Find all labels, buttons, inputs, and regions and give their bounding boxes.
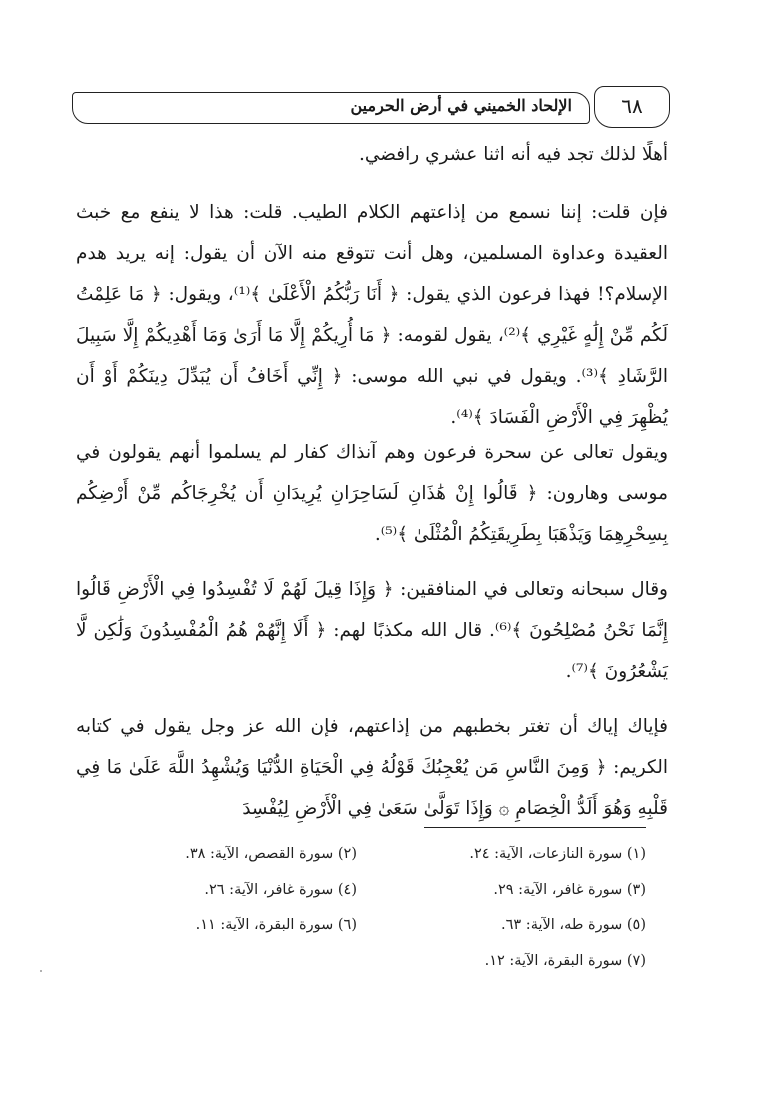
footnote-7: (٧) سورة البقرة، الآية: ١٢. — [484, 953, 646, 969]
footnote-1: (١) سورة النازعات، الآية: ٢٤. — [469, 846, 646, 862]
header-title: الإلحاد الخميني في أرض الحرمين — [350, 96, 572, 115]
running-header — [72, 92, 670, 128]
footnote-3: (٣) سورة غافر، الآية: ٢٩. — [493, 882, 646, 898]
page-number-box — [594, 86, 670, 128]
scan-speck — [40, 970, 42, 972]
footnote-separator — [424, 827, 646, 828]
paragraph-1: أهلًا لذلك تجد فيه أنه اثنا عشري رافضي. — [358, 144, 668, 165]
footnote-2: (٢) سورة القصص، الآية: ٣٨. — [185, 846, 357, 862]
paragraph-5: فإياك إياك أن تغتر بخطبهم من إذاعتهم، فإن الله عز وجل يقول في كتابه الكريم: ﴿ وَمِنَ النَّاسِ مَن يُعْجِبُكَ قَوْلُهُ فِي الْحَيَاةِ الدُّنْيَا وَيُشْهِدُ اللَّهَ عَلَىٰ مَا فِي قَلْبِهِ وَهُوَ أَلَدُّ الْخِصَامِ ۞ وَإِذَا تَوَلَّىٰ سَعَىٰ فِي الْأَرْضِ لِيُفْسِدَ — [76, 716, 668, 819]
footnote-5: (٥) سورة طه، الآية: ٦٣. — [501, 917, 646, 933]
footnote-6: (٦) سورة البقرة، الآية: ١١. — [195, 917, 357, 933]
footnote-4: (٤) سورة غافر، الآية: ٢٦. — [204, 882, 357, 898]
paragraph-3: ويقول تعالى عن سحرة فرعون وهم آنذاك كفار لم يسلموا أنهم يقولون في موسى وهارون: ﴿ قَالُوا إِنْ هَٰذَانِ لَسَاحِرَانِ يُرِيدَانِ أَن يُخْرِجَاكُم مِّنْ أَرْضِكُم بِسِحْرِهِمَا وَيَذْهَبَا بِطَرِيقَتِكُمُ الْمُثْلَىٰ ﴾⁽⁵⁾. — [76, 442, 668, 545]
page-number: ٦٨ — [621, 94, 643, 118]
paragraph-4: وقال سبحانه وتعالى في المنافقين: ﴿ وَإِذَا قِيلَ لَهُمْ لَا تُفْسِدُوا فِي الْأَرْضِ قَالُوا إِنَّمَا نَحْنُ مُصْلِحُونَ ﴾⁽⁶⁾. قال الله مكذبًا لهم: ﴿ أَلَا إِنَّهُمْ هُمُ الْمُفْسِدُونَ وَلَٰكِن لَّا يَشْعُرُونَ ﴾⁽⁷⁾. — [76, 579, 668, 682]
paragraph-2: فإن قلت: إننا نسمع من إذاعتهم الكلام الطيب. قلت: هذا لا ينفع مع خبث العقيدة وعداوة المسلمين، وهل أنت تتوقع منه الآن أن يقول: إنه يريد هدم الإسلام؟! فهذا فرعون الذي يقول: ﴿ أَنَا رَبُّكُمُ الْأَعْلَىٰ ﴾⁽¹⁾، ويقول: ﴿ مَا عَلِمْتُ لَكُم مِّنْ إِلَٰهٍ غَيْرِي ﴾⁽²⁾، يقول لقومه: ﴿ مَا أُرِيكُمْ إِلَّا مَا أَرَىٰ وَمَا أَهْدِيكُمْ إِلَّا سَبِيلَ الرَّشَادِ ﴾⁽³⁾. ويقول في نبي الله موسى: ﴿ إِنِّي أَخَافُ أَن يُبَدِّلَ دِينَكُمْ أَوْ أَن يُظْهِرَ فِي الْأَرْضِ الْفَسَادَ ﴾⁽⁴⁾. — [76, 202, 669, 428]
